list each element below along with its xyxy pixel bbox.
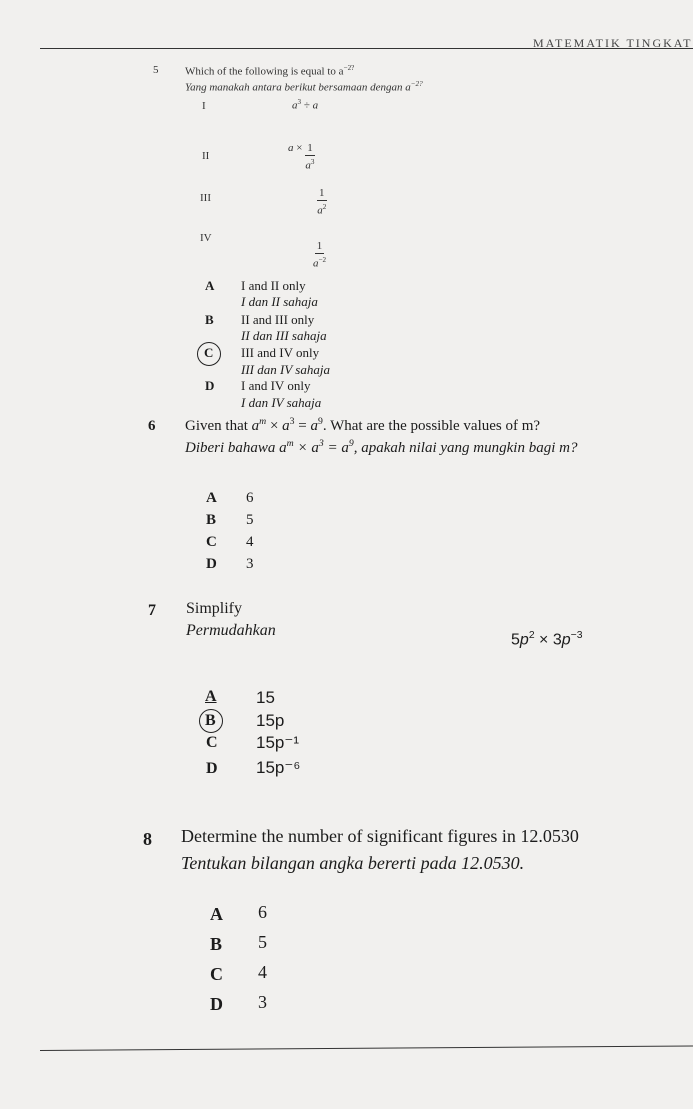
- q8-stem-english: Determine the number of significant figures in 12.0530: [181, 826, 579, 846]
- q7-stem-english: Simplify: [186, 600, 243, 617]
- q7-option-letter[interactable]: D: [206, 760, 218, 777]
- q7-option-value[interactable]: 15p⁻⁶: [256, 758, 301, 777]
- q5-option-text[interactable]: III and IV only: [241, 345, 320, 360]
- q5-option-text-malay: II dan III sahaja: [241, 328, 327, 343]
- q6-option-letter[interactable]: A: [206, 490, 217, 506]
- q5-option-text-malay: I dan II sahaja: [241, 294, 318, 309]
- q5-option-text-malay: I dan IV sahaja: [241, 395, 322, 410]
- q6-option-value[interactable]: 3: [246, 556, 254, 572]
- q6-option-value[interactable]: 4: [246, 534, 254, 550]
- q8-option-letter[interactable]: B: [210, 934, 223, 954]
- page-header-title: MATEMATIK TINGKAT: [533, 36, 693, 50]
- q7-expression: $5p^2 \times 3p^{-3}$: [511, 630, 583, 649]
- q7-number: 7: [148, 602, 156, 619]
- q5-item-III-expression: $\frac{1}{a^2}$: [317, 187, 327, 217]
- q5-stem-english: Which of the following is equal to $a^{-2?}$: [185, 64, 355, 78]
- q5-item-roman: I: [202, 100, 206, 112]
- q5-item-roman: II: [202, 150, 210, 162]
- q5-item-I-expression: $a^3 \div a$: [292, 98, 319, 112]
- q8-option-value[interactable]: 3: [258, 992, 267, 1012]
- q7-option-value[interactable]: 15: [256, 688, 275, 707]
- bottom-rule: [40, 1045, 693, 1051]
- q5-option-letter[interactable]: A: [205, 278, 215, 293]
- q5-number: 5: [153, 64, 159, 76]
- q5-option-letter[interactable]: C: [204, 345, 214, 360]
- q7-option-letter[interactable]: C: [206, 734, 218, 751]
- q8-option-letter[interactable]: D: [210, 994, 223, 1014]
- q8-stem-malay: Tentukan bilangan angka bererti pada 12.0530.: [181, 853, 525, 873]
- q8-option-value[interactable]: 6: [258, 902, 267, 922]
- q5-item-roman: IV: [200, 232, 212, 244]
- q8-option-value[interactable]: 5: [258, 932, 267, 952]
- q6-option-letter[interactable]: C: [206, 534, 217, 550]
- q7-option-value[interactable]: 15p⁻¹: [256, 733, 299, 752]
- q5-option-text-malay: III dan IV sahaja: [241, 362, 330, 377]
- q6-option-value[interactable]: 5: [246, 512, 254, 528]
- q7-option-value[interactable]: 15p: [256, 711, 285, 730]
- q8-option-letter[interactable]: C: [210, 964, 223, 984]
- q6-number: 6: [148, 418, 156, 434]
- q7-stem-malay: Permudahkan: [186, 622, 276, 639]
- q8-option-value[interactable]: 4: [258, 962, 267, 982]
- q5-stem-malay: Yang manakah antara berikut bersamaan dengan $a^{-2?}$: [185, 80, 423, 94]
- q5-option-text[interactable]: I and IV only: [241, 378, 311, 393]
- q7-option-letter[interactable]: A: [205, 688, 217, 705]
- q5-option-text[interactable]: I and II only: [241, 278, 306, 293]
- q6-stem-english: Given that $a^m \times a^3 = a^9$. What are the possible values of m?: [185, 416, 541, 434]
- q5-item-roman: III: [200, 192, 211, 204]
- q7-option-letter[interactable]: B: [205, 712, 216, 729]
- q6-option-value[interactable]: 6: [246, 490, 254, 506]
- q5-item-IV-expression: $\frac{1}{a^{-2}}$: [313, 240, 327, 270]
- q8-number: 8: [143, 829, 152, 849]
- q5-option-letter[interactable]: B: [205, 312, 214, 327]
- q5-option-text[interactable]: II and III only: [241, 312, 315, 327]
- q6-stem-malay: Diberi bahawa $a^m \times a^3 = a^9$, apakah nilai yang mungkin bagi m?: [185, 438, 578, 456]
- q5-option-letter[interactable]: D: [205, 378, 215, 393]
- q6-option-letter[interactable]: B: [206, 512, 217, 528]
- q6-option-letter[interactable]: D: [206, 556, 217, 572]
- q5-item-II-expression: a × $\frac{1}{a^3}$: [288, 142, 315, 172]
- q8-option-letter[interactable]: A: [210, 904, 223, 924]
